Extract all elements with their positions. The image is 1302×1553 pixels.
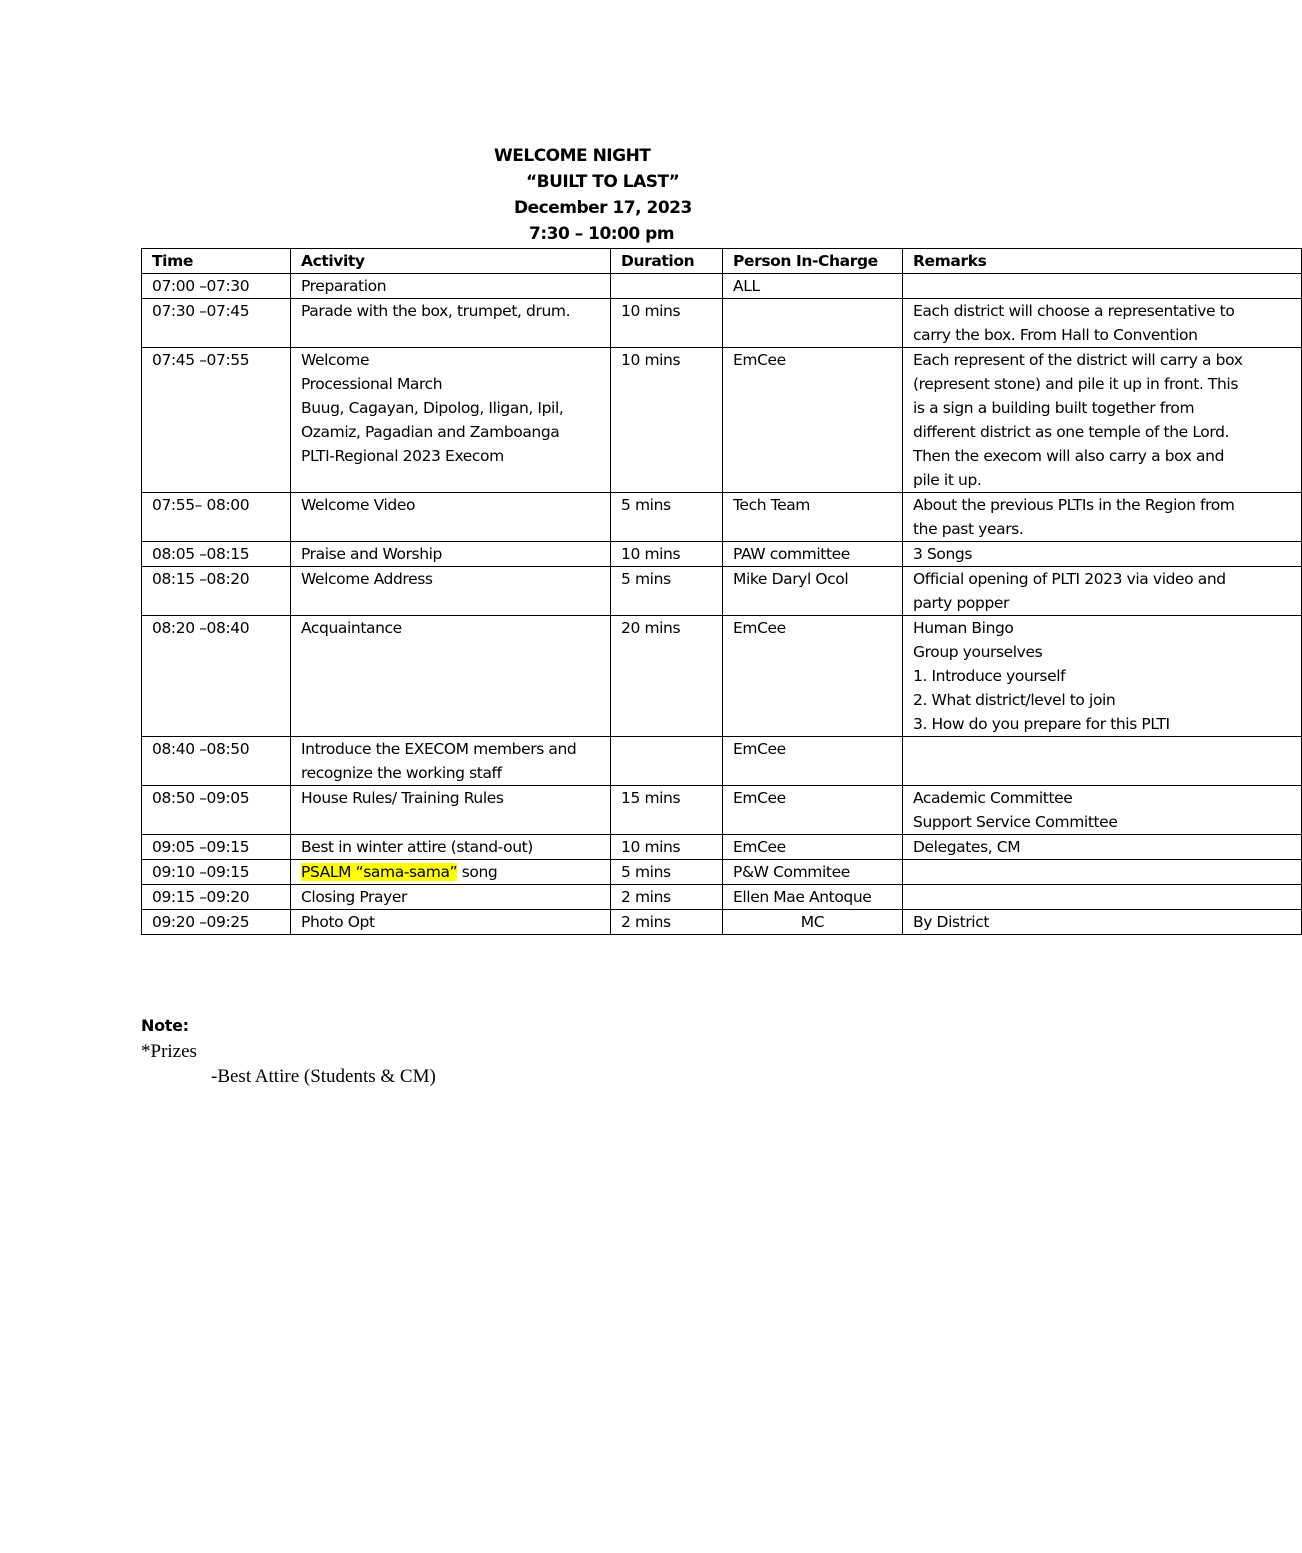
activity-line: Praise and Worship [301,545,442,563]
column-header-person: Person In-Charge [723,249,903,274]
cell-remarks [903,348,1302,493]
activity-line: recognize the working staff [301,764,502,782]
schedule-body [142,274,1302,935]
table-row [142,860,1302,885]
cell-activity [291,274,611,299]
activity-line: PLTI-Regional 2023 Execom [301,447,504,465]
remarks-line: 1. Introduce yourself [913,667,1066,685]
cell-duration: 10 mins [611,348,723,493]
remarks-line: Each district will choose a representative to [913,302,1235,320]
note-label: Note: [141,1016,189,1035]
cell-person: MC [723,910,903,935]
cell-duration [611,274,723,299]
cell-person: Mike Daryl Ocol [723,567,903,616]
cell-time: 09:20 –09:25 [142,910,291,935]
table-row [142,274,1302,299]
cell-time: 08:50 –09:05 [142,786,291,835]
document-title [400,143,800,247]
activity-line: Welcome [301,351,370,369]
cell-time: 09:10 –09:15 [142,860,291,885]
cell-duration: 20 mins [611,616,723,737]
cell-activity [291,835,611,860]
cell-duration: 15 mins [611,786,723,835]
activity-line: Preparation [301,277,387,295]
cell-remarks [903,567,1302,616]
cell-person: EmCee [723,835,903,860]
remarks-line: Delegates, CM [913,838,1021,856]
cell-time: 08:15 –08:20 [142,567,291,616]
highlighted-text: PSALM “sama-sama” [301,863,458,881]
table-row [142,910,1302,935]
cell-person: Ellen Mae Antoque [723,885,903,910]
cell-activity [291,786,611,835]
activity-line: Ozamiz, Pagadian and Zamboanga [301,423,560,441]
remarks-line: Group yourselves [913,643,1043,661]
remarks-line: pile it up. [913,471,982,489]
note-section [141,1013,436,1089]
cell-person: Tech Team [723,493,903,542]
cell-person: EmCee [723,616,903,737]
cell-remarks [903,616,1302,737]
activity-text: song [457,863,498,881]
remarks-line: About the previous PLTIs in the Region from [913,496,1235,514]
activity-line: House Rules/ Training Rules [301,789,504,807]
cell-activity [291,493,611,542]
cell-duration: 10 mins [611,542,723,567]
remarks-line: By District [913,913,990,931]
cell-duration [611,737,723,786]
cell-activity [291,567,611,616]
cell-remarks [903,299,1302,348]
remarks-line: carry the box. From Hall to Convention [913,326,1198,344]
cell-remarks [903,493,1302,542]
cell-person: EmCee [723,348,903,493]
date-line: December 17, 2023 [514,198,692,218]
remarks-line: Academic Committee [913,789,1073,807]
table-row [142,786,1302,835]
cell-time: 08:20 –08:40 [142,616,291,737]
cell-activity [291,348,611,493]
schedule-table [141,248,1302,935]
activity-line: Acquaintance [301,619,402,637]
remarks-line: Each represent of the district will carry a box [913,351,1243,369]
cell-activity [291,910,611,935]
remarks-line: 3 Songs [913,545,973,563]
note-subitem: -Best Attire (Students & CM) [211,1066,436,1087]
cell-person: EmCee [723,737,903,786]
table-row [142,299,1302,348]
cell-activity [291,737,611,786]
remarks-line: different district as one temple of the Lord. [913,423,1230,441]
activity-line: Parade with the box, trumpet, drum. [301,302,571,320]
remarks-line: Then the execom will also carry a box and [913,447,1225,465]
activity-line: Best in winter attire (stand-out) [301,838,533,856]
cell-time: 08:05 –08:15 [142,542,291,567]
activity-line: Buug, Cagayan, Dipolog, Iligan, Ipil, [301,399,564,417]
cell-activity [291,860,611,885]
cell-time: 09:05 –09:15 [142,835,291,860]
theme-line: “BUILT TO LAST” [526,172,680,192]
table-row [142,567,1302,616]
cell-person: ALL [723,274,903,299]
time-range-line: 7:30 – 10:00 pm [529,224,675,244]
cell-time: 09:15 –09:20 [142,885,291,910]
cell-activity [291,542,611,567]
table-row [142,348,1302,493]
cell-duration: 10 mins [611,835,723,860]
cell-remarks [903,860,1302,885]
table-header-row [142,249,1302,274]
cell-person [723,299,903,348]
activity-line: Closing Prayer [301,888,408,906]
cell-remarks [903,737,1302,786]
cell-duration: 2 mins [611,885,723,910]
cell-time: 07:45 –07:55 [142,348,291,493]
cell-time: 08:40 –08:50 [142,737,291,786]
cell-remarks [903,910,1302,935]
remarks-line: party popper [913,594,1009,612]
activity-line: Processional March [301,375,443,393]
cell-remarks [903,835,1302,860]
cell-person: PAW committee [723,542,903,567]
remarks-line: Support Service Committee [913,813,1118,831]
cell-remarks [903,786,1302,835]
cell-duration: 5 mins [611,567,723,616]
cell-time: 07:55– 08:00 [142,493,291,542]
activity-line: Photo Opt [301,913,375,931]
cell-duration: 5 mins [611,493,723,542]
note-item: *Prizes [141,1041,197,1062]
cell-duration: 10 mins [611,299,723,348]
table-row [142,737,1302,786]
remarks-line: 2. What district/level to join [913,691,1116,709]
table-row [142,835,1302,860]
table-row [142,616,1302,737]
cell-activity [291,885,611,910]
cell-remarks [903,542,1302,567]
cell-duration: 2 mins [611,910,723,935]
table-row [142,542,1302,567]
cell-person: P&W Commitee [723,860,903,885]
remarks-line: the past years. [913,520,1024,538]
cell-remarks [903,885,1302,910]
remarks-line: Human Bingo [913,619,1014,637]
table-row [142,493,1302,542]
cell-activity [291,299,611,348]
cell-duration: 5 mins [611,860,723,885]
column-header-remarks: Remarks [903,249,1302,274]
remarks-line: Official opening of PLTI 2023 via video and [913,570,1226,588]
column-header-activity: Activity [291,249,611,274]
table-row [142,885,1302,910]
remarks-line: (represent stone) and pile it up in front. This [913,375,1238,393]
cell-time: 07:00 –07:30 [142,274,291,299]
column-header-time: Time [142,249,291,274]
schedule-table-container [141,248,1243,935]
cell-person: EmCee [723,786,903,835]
title-line: WELCOME NIGHT [494,146,651,166]
column-header-duration: Duration [611,249,723,274]
remarks-line: is a sign a building built together from [913,399,1195,417]
remarks-line: 3. How do you prepare for this PLTI [913,715,1170,733]
activity-line: Welcome Video [301,496,416,514]
cell-remarks [903,274,1302,299]
activity-line: Welcome Address [301,570,433,588]
activity-line: Introduce the EXECOM members and [301,740,577,758]
cell-time: 07:30 –07:45 [142,299,291,348]
cell-activity [291,616,611,737]
